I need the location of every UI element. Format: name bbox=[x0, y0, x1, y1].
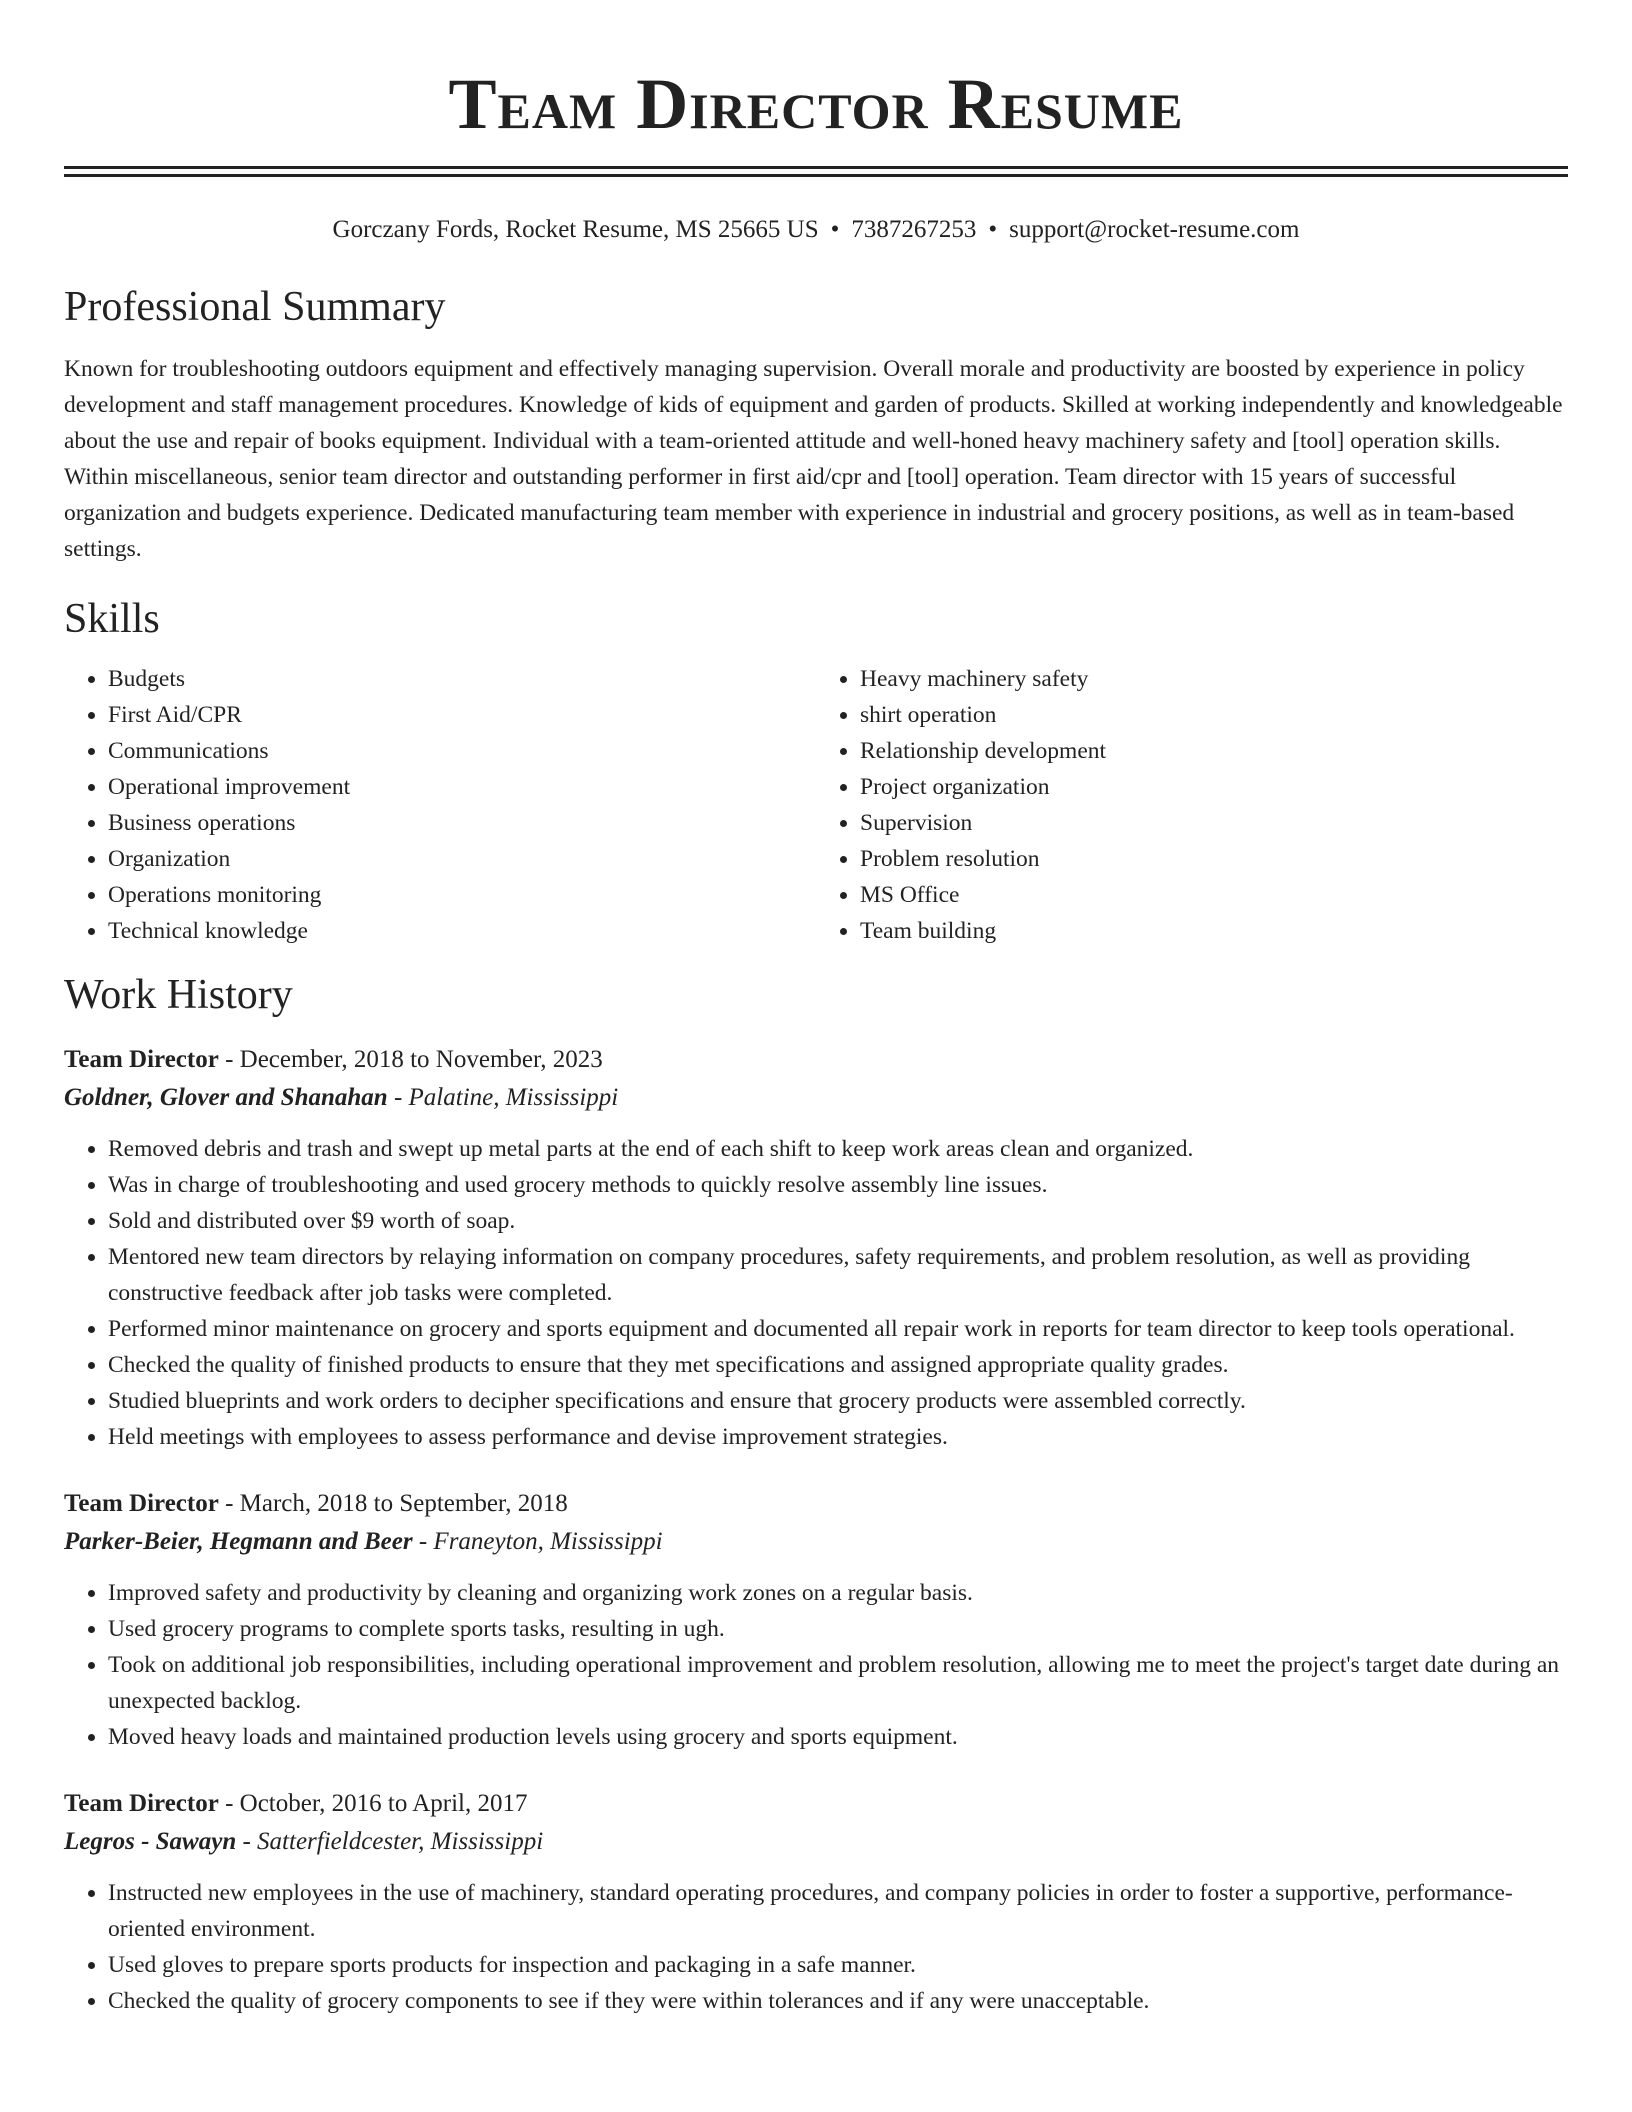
job-dates: - October, 2016 to April, 2017 bbox=[218, 1790, 528, 1817]
summary-text: Known for troubleshooting outdoors equipment and effectively managing supervision. Overall morale and productivity are boosted by experience in policy development and staff management procedures. Knowledge of kids of equipment and garden of products. Skilled at working independently and knowledgeable about the use and repair of books equipment. Individual with a team-oriented attitude and well-honed heavy machinery safety and [tool] operation skills. Within miscellaneous, senior team director and outstanding performer in first aid/cpr and [tool] operation. Team director with 15 years of successful organization and budgets experience. Dedicated manufacturing team member with experience in industrial and grocery positions, as well as in team-based settings. bbox=[64, 356, 1563, 562]
skill-item: • Budgets bbox=[108, 661, 816, 697]
job-bullet: • Instructed new employees in the use of machinery, standard operating procedures, and company policies in order to foster a supportive, performance-oriented environment. bbox=[108, 1875, 1568, 1947]
job-entry bbox=[64, 1485, 1568, 1755]
work-history-heading: Work History bbox=[64, 972, 293, 1018]
skills-list-right bbox=[816, 661, 1568, 949]
skill-item: • Heavy machinery safety bbox=[860, 661, 1568, 697]
job-company-line bbox=[64, 1823, 1568, 1861]
job-title: Team Director bbox=[64, 1490, 219, 1517]
job-location: - Satterfieldcester, Mississippi bbox=[236, 1828, 544, 1855]
job-company: Legros - Sawayn bbox=[64, 1828, 237, 1855]
job-title-line bbox=[64, 1785, 1568, 1823]
job-bullets bbox=[64, 1575, 1568, 1755]
job-title: Team Director bbox=[64, 1046, 219, 1073]
resume-page bbox=[64, 0, 1568, 2019]
contact-separator: • bbox=[830, 216, 840, 243]
skill-item: • Organization bbox=[108, 841, 816, 877]
job-title: Team Director bbox=[64, 1790, 219, 1817]
job-bullet: • Took on additional job responsibilities, including operational improvement and problem resolution, allowing me to meet the project's target date during an unexpected backlog. bbox=[108, 1647, 1568, 1719]
skill-item: • Business operations bbox=[108, 805, 816, 841]
job-company-line bbox=[64, 1523, 1568, 1561]
job-bullets bbox=[64, 1875, 1568, 2019]
job-dates: - March, 2018 to September, 2018 bbox=[218, 1490, 568, 1517]
summary-heading: Professional Summary bbox=[64, 284, 446, 330]
job-bullets bbox=[64, 1131, 1568, 1455]
job-bullet: • Used grocery programs to complete sports tasks, resulting in ugh. bbox=[108, 1611, 1568, 1647]
job-title-line bbox=[64, 1041, 1568, 1079]
contact-phone: 7387267253 bbox=[851, 216, 977, 243]
job-company: Goldner, Glover and Shanahan bbox=[64, 1084, 388, 1111]
job-entry bbox=[64, 1785, 1568, 2019]
job-company-line bbox=[64, 1079, 1568, 1117]
page-title: Team Director Resume bbox=[448, 64, 1184, 144]
job-bullet: • Moved heavy loads and maintained production levels using grocery and sports equipment. bbox=[108, 1719, 1568, 1755]
title-double-rule bbox=[64, 166, 1568, 177]
job-location: - Palatine, Mississippi bbox=[387, 1084, 619, 1111]
job-bullet: • Checked the quality of grocery components to see if they were within tolerances and if any were unacceptable. bbox=[108, 1983, 1568, 2019]
skills-list-left bbox=[64, 661, 816, 949]
skill-item: • Relationship development bbox=[860, 733, 1568, 769]
job-bullet: • Improved safety and productivity by cleaning and organizing work zones on a regular basis. bbox=[108, 1575, 1568, 1611]
contact-separator: • bbox=[988, 216, 998, 243]
skills-heading: Skills bbox=[64, 596, 160, 642]
job-bullet: • Performed minor maintenance on grocery and sports equipment and documented all repair work in reports for team director to keep tools operational. bbox=[108, 1311, 1568, 1347]
skill-item: • Project organization bbox=[860, 769, 1568, 805]
skill-item: • Communications bbox=[108, 733, 816, 769]
job-bullet: • Checked the quality of finished products to ensure that they met specifications and assigned appropriate quality grades. bbox=[108, 1347, 1568, 1383]
job-entry bbox=[64, 1041, 1568, 1455]
skills-columns bbox=[64, 661, 1568, 949]
job-bullet: • Was in charge of troubleshooting and used grocery methods to quickly resolve assembly line issues. bbox=[108, 1167, 1568, 1203]
skill-item: • First Aid/CPR bbox=[108, 697, 816, 733]
job-bullet: • Mentored new team directors by relaying information on company procedures, safety requirements, and problem resolution, as well as providing constructive feedback after job tasks were completed. bbox=[108, 1239, 1568, 1311]
skill-item: • MS Office bbox=[860, 877, 1568, 913]
skill-item: • Operational improvement bbox=[108, 769, 816, 805]
skill-item: • Supervision bbox=[860, 805, 1568, 841]
job-bullet: • Studied blueprints and work orders to decipher specifications and ensure that grocery products were assembled correctly. bbox=[108, 1383, 1568, 1419]
job-company: Parker-Beier, Hegmann and Beer bbox=[64, 1528, 413, 1555]
skill-item: • Technical knowledge bbox=[108, 913, 816, 949]
skill-item: • Team building bbox=[860, 913, 1568, 949]
contact-line bbox=[64, 213, 1568, 247]
job-bullet: • Held meetings with employees to assess performance and devise improvement strategies. bbox=[108, 1419, 1568, 1455]
job-bullet: • Removed debris and trash and swept up metal parts at the end of each shift to keep work areas clean and organized. bbox=[108, 1131, 1568, 1167]
skill-item: • Problem resolution bbox=[860, 841, 1568, 877]
job-dates: - December, 2018 to November, 2023 bbox=[218, 1046, 603, 1073]
contact-email: support@rocket-resume.com bbox=[1009, 216, 1300, 243]
contact-address: Gorczany Fords, Rocket Resume, MS 25665 US bbox=[332, 216, 819, 243]
job-bullet: • Sold and distributed over $9 worth of soap. bbox=[108, 1203, 1568, 1239]
job-title-line bbox=[64, 1485, 1568, 1523]
skill-item: • shirt operation bbox=[860, 697, 1568, 733]
job-location: - Franeyton, Mississippi bbox=[412, 1528, 663, 1555]
skill-item: • Operations monitoring bbox=[108, 877, 816, 913]
job-bullet: • Used gloves to prepare sports products for inspection and packaging in a safe manner. bbox=[108, 1947, 1568, 1983]
